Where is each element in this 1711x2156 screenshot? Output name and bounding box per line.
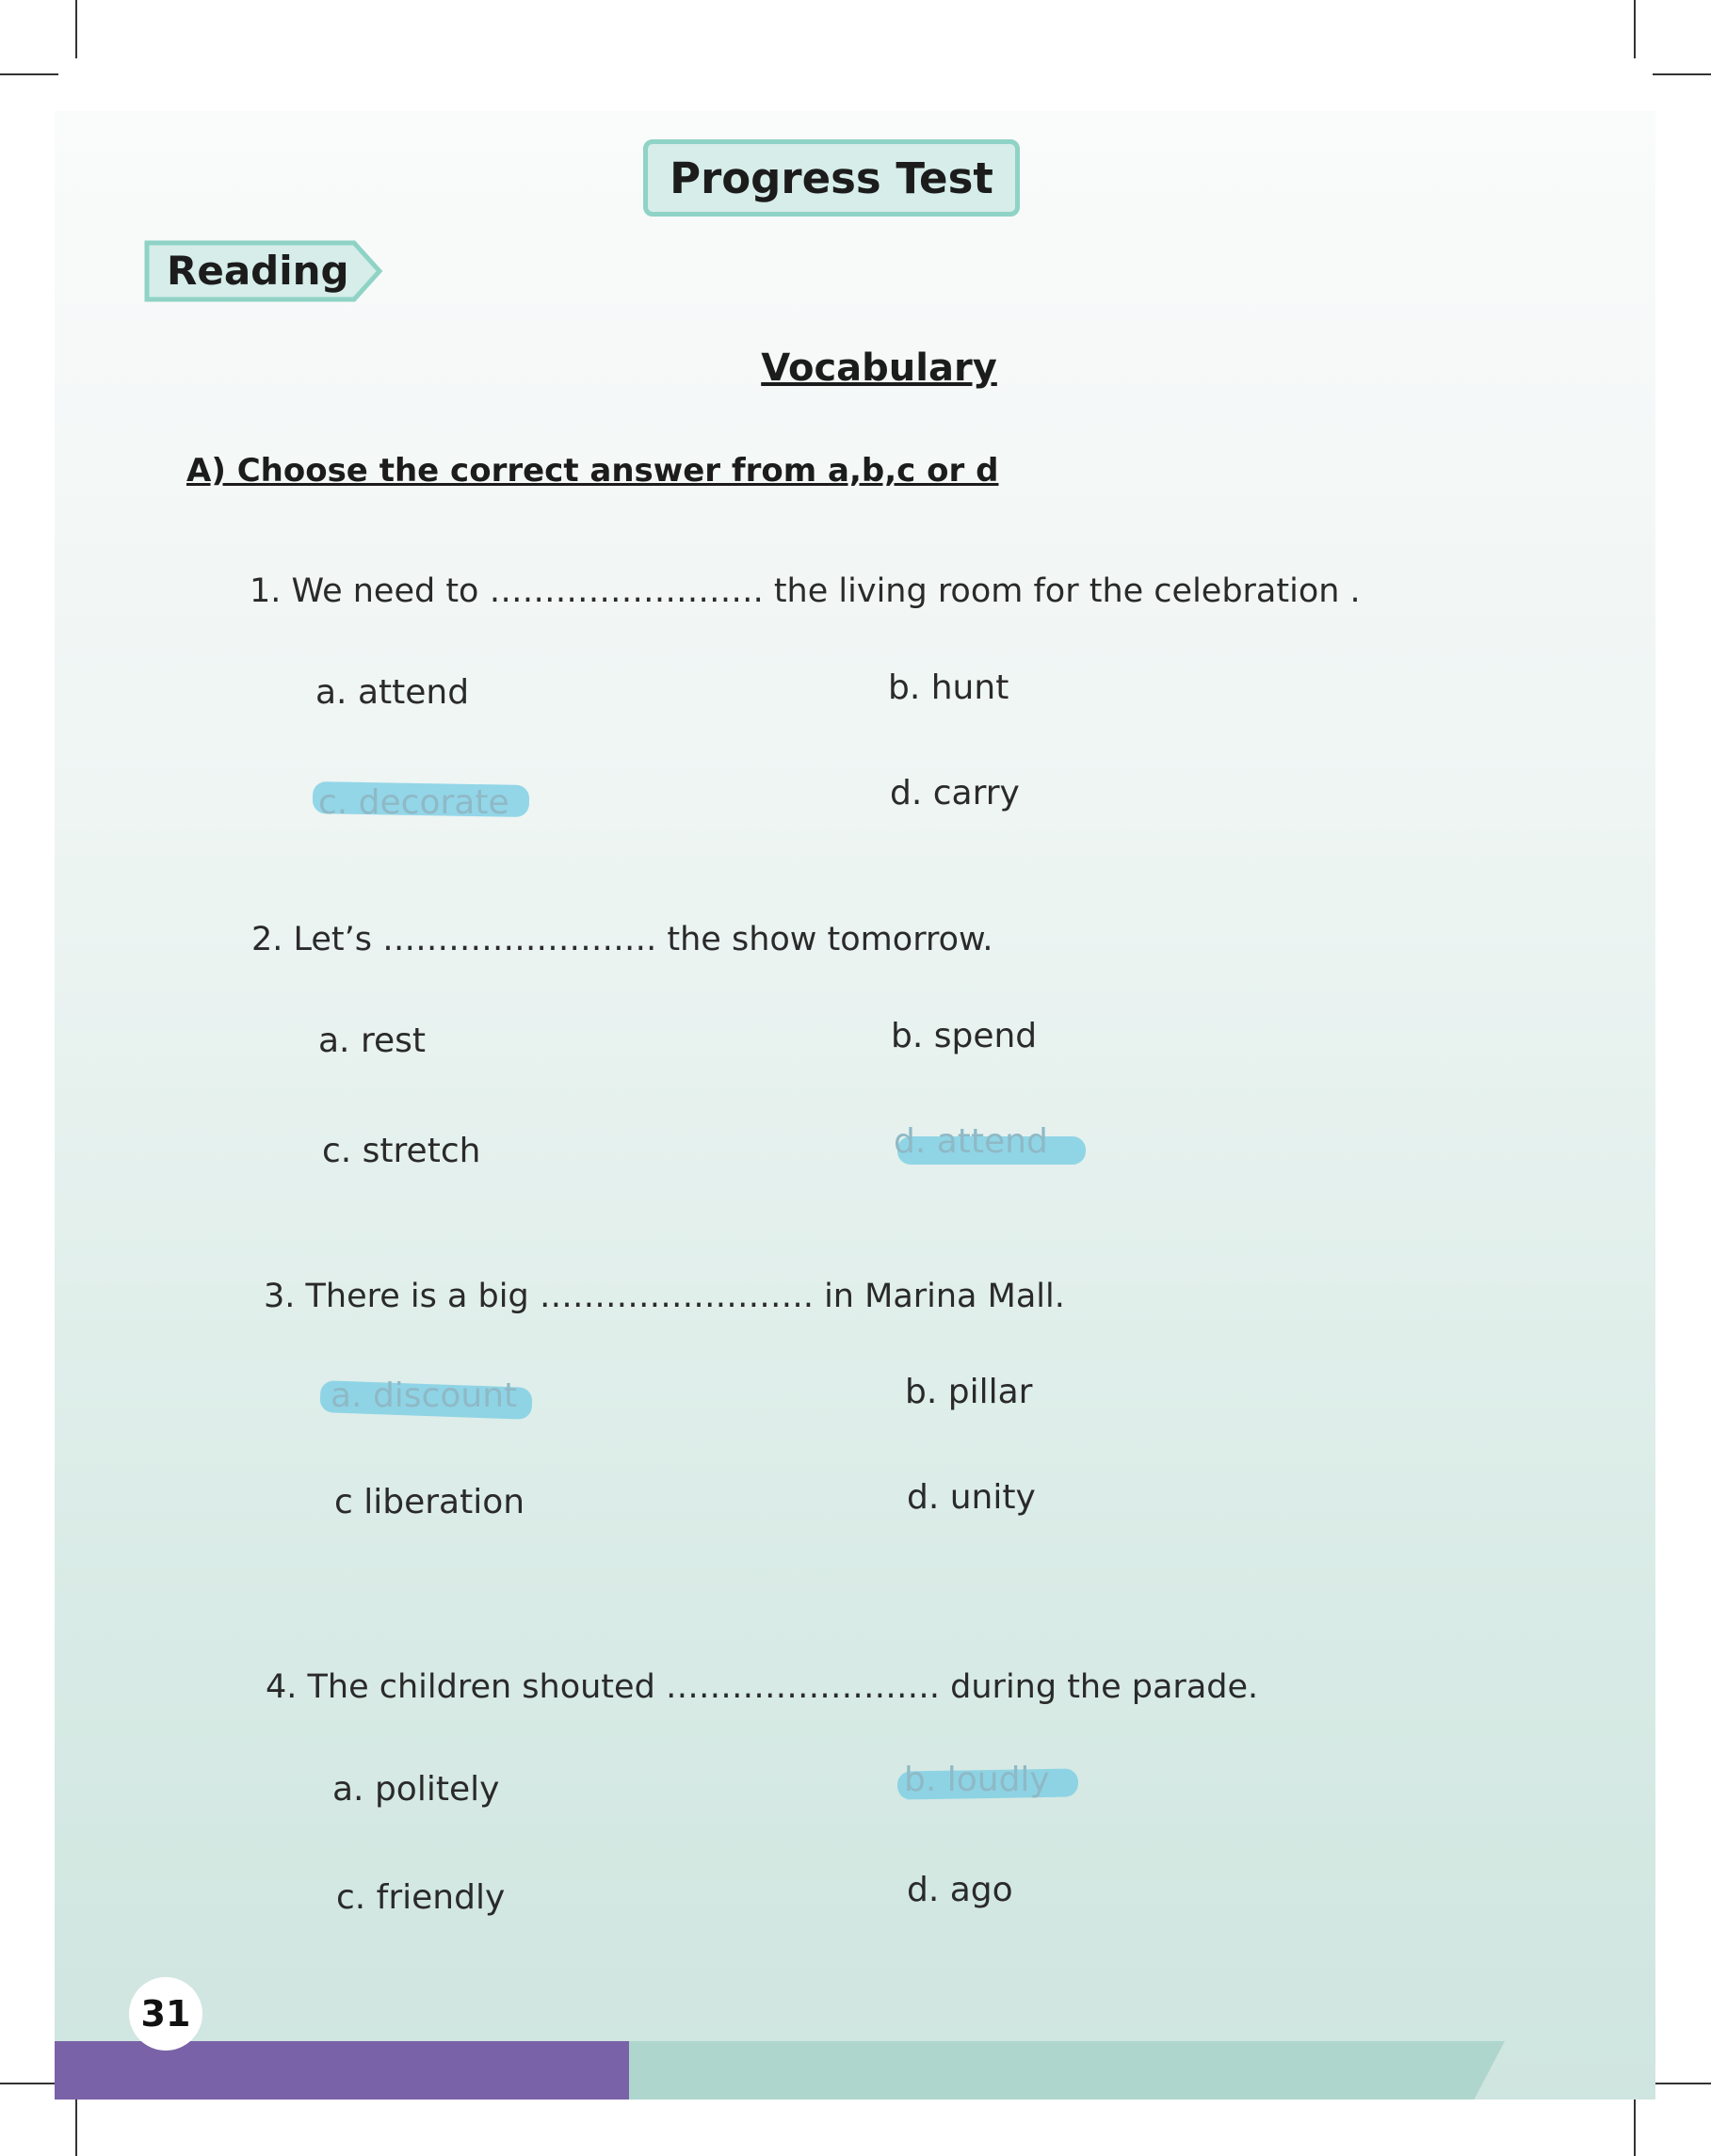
option-a[interactable]: a. rest <box>318 1022 426 1060</box>
option-a[interactable]: a. politely <box>332 1770 500 1809</box>
worksheet-page <box>55 111 1655 2100</box>
page-number: 31 <box>129 1977 202 2051</box>
option-b[interactable]: b. pillar <box>905 1373 1033 1411</box>
option-c[interactable]: c. stretch <box>322 1132 481 1170</box>
option-a-selected[interactable]: a. discount <box>331 1376 518 1415</box>
option-b[interactable]: b. hunt <box>888 668 1009 707</box>
footer-bar-purple <box>55 2041 629 2100</box>
crop-mark <box>1653 2083 1711 2084</box>
crop-mark <box>0 2083 58 2084</box>
option-b[interactable]: b. spend <box>891 1017 1038 1055</box>
option-d-selected[interactable]: d. attend <box>894 1122 1048 1161</box>
section-tag-label: Reading <box>167 248 349 294</box>
footer-bar-teal <box>629 2041 1505 2100</box>
option-c[interactable]: c liberation <box>334 1483 525 1521</box>
vocabulary-heading: Vocabulary <box>761 346 997 390</box>
option-d[interactable]: d. carry <box>890 774 1020 813</box>
question-stem: 3. There is a big ……………………. in Marina Mall. <box>264 1278 1065 1315</box>
option-b-selected[interactable]: b. loudly <box>904 1761 1050 1799</box>
option-a[interactable]: a. attend <box>315 673 470 712</box>
option-d[interactable]: d. unity <box>907 1478 1036 1517</box>
option-d[interactable]: d. ago <box>907 1871 1013 1909</box>
crop-mark <box>1634 0 1636 58</box>
crop-mark <box>1653 73 1711 75</box>
question-stem: 2. Let’s ……………………. the show tomorrow. <box>251 921 993 958</box>
instruction-text: A) Choose the correct answer from a,b,c or d <box>186 452 999 490</box>
option-c-selected[interactable]: c. decorate <box>318 783 509 822</box>
crop-mark <box>1634 2098 1636 2156</box>
section-tag-reading <box>144 240 385 302</box>
crop-mark <box>75 0 77 58</box>
question-stem: 4. The children shouted ……………………. during the parade. <box>266 1668 1259 1706</box>
crop-mark <box>0 73 58 75</box>
crop-mark <box>75 2098 77 2156</box>
question-stem: 1. We need to ……………………. the living room for the celebration . <box>250 572 1361 610</box>
option-c[interactable]: c. friendly <box>336 1878 506 1917</box>
page-title: Progress Test <box>643 139 1020 217</box>
